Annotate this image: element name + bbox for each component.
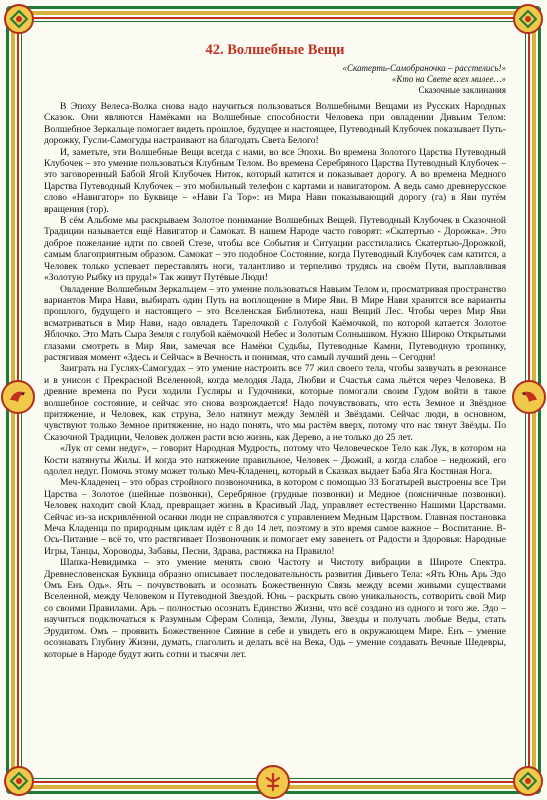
epigraph-line: «Скатерть-Самобраночка – расстелись!» (342, 63, 506, 73)
paragraph: Овладение Волшебным Зеркальцем – это умение пользоваться Навьим Телом и, просматривая пространство вариантов Мира Нави, выбирать один Путь на воплощение в Мире Яви. В Мире Нави хранятся все варианты прошлого, будущего и настоящего – это Вселенская Библиотека, наш Вещий Лес. Чтобы через Мир Яви всматриваться в Мир Нави, надо овладеть Тарелочкой с Голубой Каёмочкой, по которой катается Золотое Яблочко. Это Мать Сыра Земля с голубой каёмочкой Небес и Золотым Солнышком. Нужно Широко Открытыми глазами смотреть в Мир Яви, замечая все Намёки Судьбы, Путеводные Камни, Путеводную тропинку, растягивая момент «Здесь и Сейчас» в Вечность и понимая, что самый лучший день – Сегодня! (44, 283, 506, 363)
bird-medallion-icon (512, 380, 546, 414)
epigraph (44, 63, 506, 96)
corner-knot-icon (4, 4, 34, 34)
paragraph: В сём Альбоме мы раскрываем Золотое понимание Волшебных Вещей. Путеводный Клубочек в Сказочной Традиции называется ещё Навигатор и Самокат. В нашем Народе часто говорят: «Скатертью - Дорожка». Это доброе пожелание идти по своей Стезе, чтобы все События и Ситуации расстилались Скатертью-Дорожкой, самым благоприятным образом. Самокат – это подобное Состояние, когда Путеводный Клубочек сам катится, а Человек только успевает переставлять ноги, талантливо и терпеливо трудясь на своём Пути, выплавливая «Золотую Рыбку из пруда!» Так живут Путёвые Люди! (44, 215, 506, 284)
bird-medallion-icon (1, 380, 35, 414)
page-title: 42. Волшебные Вещи (205, 42, 345, 58)
paragraph: Меч-Кладенец – это образ стройного позвоночника, в котором с помощью 33 Богатырей выстроены все Три Царства – Золотое (шейные позвонки), Серебряное (грудные позвонки) и Медное (поясничные позвонки). Человек находит свой Клад, превращает жизнь в Красивый Лад, управляет естественно Нашими Царствами. Сейчас из-за искривлённой осанки люди не справляются с управлением Медным Царством. Главная постановка Меча Кладенца по природным циклам идёт с 8 до 14 лет, поэтому в это время самое важное – Воспитание. В-Ось-Питание – всё то, что растягивает Позвоночник и помогает ему завенеть от Радости и Здоровья: Народные Игры, Танцы, Хороводы, Забавы, Песни, Здрава, растяжка на Правило! (44, 477, 506, 557)
corner-knot-icon (4, 766, 34, 796)
corner-knot-icon (513, 4, 543, 34)
epigraph-line: «Кто на Свете всех милее…» (391, 74, 506, 84)
page-content (44, 40, 506, 660)
paragraph: В Эпоху Велеса-Волка снова надо научиться пользоваться Волшебными Вещами из Русских Народных Сказок. Они являются Намёками на Волшебные способности Человека при овладении Дивьим Телом: Волшебное Зеркальце помогает видеть прошлое, будущее и настоящее, Путеводный Клубочек показывает Путь-дорожку, Гусли-Самогуды настраивают на благодать Света Белого! (44, 101, 506, 147)
corner-knot-icon (513, 766, 543, 796)
rune-medallion-icon (256, 765, 290, 799)
paragraph: Заиграть на Гуслях-Самогудах – это умение настроить все 77 жил своего тела, чтобы зазвучать в резонансе и в унисон с Прекрасной Вселенной, когда мелодия Лада, Любви и Счастья сама льётся через Человека. В древние времена по Руси ходили Гусляры и Гудочники, которые помогали своим Гудом войти в такое волшебное состояние, и сейчас это снова возрождается! Надо почувствовать, что есть Земное и Звёздное притяжение, и Человек, как струна, Зело натянут между Землёй и Звёздами. Сейчас люди, в основном, чувствуют только Земное притяжение, но надо понять, что мы растём вверх, потому что нас тянут Звёзды. По Сказочной Традиции, Человек должен расти всю жизнь, как Дерево, а не только до 25 лет. (44, 363, 506, 443)
paragraph: И, заметьте, эти Волшебные Вещи всегда с нами, во все Эпохи. Во времена Золотого Царства Путеводный Клубочек – это умение пользоваться Клубным Телом. Во времена Серебряного Царства Путеводный Клубочек – это заговоренный Бабой Ягой Клубочек Ниток, который катится и показывает дорогу. А во времена Медного Царства Путеводный Клубочек – это мобильный телефон с картами и навигатором. А ведь само древнерусское слово «Навигатор» по Буквице – «Нави Га Тор»: из Мира Нави показывающий дорогу (га) в Яви путём вращения (тор). (44, 146, 506, 215)
body-text (44, 101, 506, 660)
epigraph-source: Сказочные заклинания (418, 85, 506, 95)
paragraph: Шапка-Невидимка – это умение менять свою Частоту и Чистоту вибрации в Широте Спектра. Древнесловенская Буквица образно описывает последовательность развития Дивьего Тела: «Ять Юнь Арь Эдо Омъ Енъ Одь». Ять – почувствовать и осознать Божественную Связь между всеми живыми существами Вселенной, между Человеком и Путеводной Звездой. Юнь – раскрыть свою уникальность, сотворить свой Мир со своими Правилами. Арь – полностью осознать Единство Жизни, что всё создано из одного и того же. Эдо – научиться подключаться к Разумным Сферам Солнца, Земли, Луны, Звезды и получать любые Веды, стать Эрудитом. Омъ – проявить Божественное Сияние в себе и увидеть его в окружающем Мире. Енъ – умение осознавать Глубину Жизни, думать, глаголить и делать всё на Века, Одь – умение создавать Вечные Шедевры, которые в Народе будут жить сотни и тысячи лет. (44, 557, 506, 660)
paragraph: «Лук от семи недуг», – говорит Народная Мудрость, потому что Человеческое Тело как Лук, в котором на Кости натянуты Жилы. И когда это натяжение правильное, Человек – Дюжий, а когда слабое – недюжий, его одолел недуг. Помочь этому может только Меч-Кладенец, который в Сказках выдает Баба Яга Костяная Нога. (44, 443, 506, 477)
